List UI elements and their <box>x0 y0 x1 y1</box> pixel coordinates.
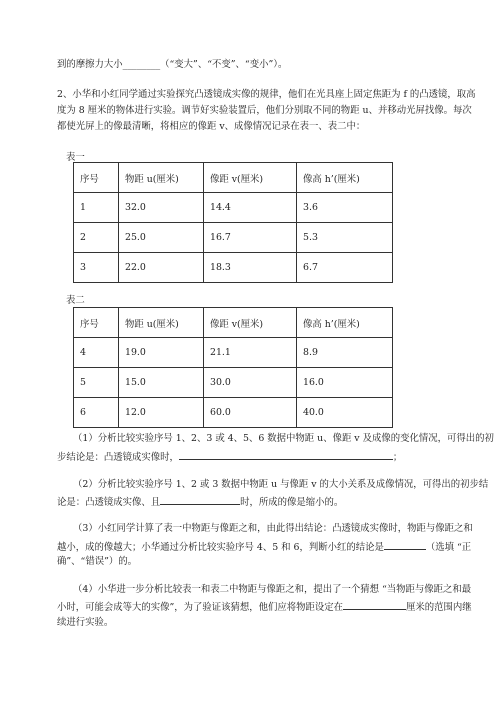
table-cell: 8.9 <box>297 338 393 368</box>
table-cell: 32.0 <box>119 193 204 223</box>
q4-text-b: 厘米的范围内继 <box>406 602 472 613</box>
q3-line2 <box>57 540 471 554</box>
table2-caption: 表二 <box>66 295 85 306</box>
table-cell: 22.0 <box>119 253 204 283</box>
table1-header-cell: 物距 u(厘米) <box>119 163 204 193</box>
q4-text-a: 小时，可能会成等大的实像”，为了验证该猜想，他们应将物距设定在 <box>57 602 344 613</box>
table-cell: 5.3 <box>297 223 393 253</box>
table-cell: 6.7 <box>297 253 393 283</box>
q1-text-a: 步结论是：凸透镜成实像时， <box>57 452 179 463</box>
q3-answer-blank[interactable] <box>384 540 426 550</box>
table-cell: 3 <box>74 253 119 283</box>
table-cell: 6 <box>74 398 119 428</box>
question2-line2: 度为 8 厘米的物体进行实验。调节好实验装置后，他们分别取不同的物距 u、并移动光屏找像。每次 <box>57 105 472 116</box>
table1-header-row <box>74 163 393 193</box>
table-row <box>74 223 393 253</box>
table-cell: 21.1 <box>204 338 297 368</box>
q1-text-b: ； <box>392 452 403 463</box>
table-cell: 30.0 <box>204 368 297 398</box>
table-row <box>74 338 393 368</box>
table-row <box>74 398 393 428</box>
table2-header-cell: 序号 <box>74 308 119 338</box>
table2-header-cell: 像距 v(厘米) <box>204 308 297 338</box>
question2-line1: 2、小华和小红同学通过实验探究凸透镜成实像的规律，他们在光具座上固定焦距为 f 的凸透镜，取高 <box>57 89 476 100</box>
table-row <box>74 368 393 398</box>
table1-header-cell: 像距 v(厘米) <box>204 163 297 193</box>
table-cell: 14.4 <box>204 193 297 223</box>
table-cell: 15.0 <box>119 368 204 398</box>
table-cell: 12.0 <box>119 398 204 428</box>
table-cell: 5 <box>74 368 119 398</box>
q2-text-a: 论是：凸透镜成实像、且 <box>57 497 161 508</box>
table-cell: 16.7 <box>204 223 297 253</box>
q1-line1: （1）分析比较实验序号 1、2、3 或 4、5、6 数据中物距 u、像距 v 及成像的变化情况，可得出的初 <box>73 433 494 444</box>
q4-line1: （4）小华进一步分析比较表一和表二中物距与像距之和，提出了一个猜想 “当物距与像距之和最 <box>73 584 472 595</box>
table-cell: 25.0 <box>119 223 204 253</box>
table2 <box>73 307 393 428</box>
table-cell: 40.0 <box>297 398 393 428</box>
table-cell: 1 <box>74 193 119 223</box>
table1-header-cell: 像高 h’(厘米) <box>297 163 393 193</box>
q4-line2 <box>57 600 472 614</box>
table-cell: 60.0 <box>204 398 297 428</box>
table2-header-cell: 物距 u(厘米) <box>119 308 204 338</box>
table1 <box>73 162 393 283</box>
q2-line2 <box>57 495 343 509</box>
top-line: 到的摩擦力大小________（“变大”、“不变”、“变小”）。 <box>57 59 288 70</box>
table1-caption: 表一 <box>66 152 85 163</box>
table-row <box>74 193 393 223</box>
q2-text-b: 时，所成的像是缩小的。 <box>240 497 344 508</box>
table-cell: 4 <box>74 338 119 368</box>
table-cell: 2 <box>74 223 119 253</box>
q1-answer-blank[interactable] <box>179 450 393 460</box>
q1-line2 <box>57 450 402 464</box>
table-row <box>74 253 393 283</box>
table-cell: 16.0 <box>297 368 393 398</box>
table-cell: 3.6 <box>297 193 393 223</box>
question2-line3: 都使光屏上的像最清晰，将相应的像距 v、成像情况记录在表一、表二中： <box>57 121 366 132</box>
q3-text-b: （选填 “正 <box>425 542 472 553</box>
table-cell: 18.3 <box>204 253 297 283</box>
q2-answer-blank[interactable] <box>160 495 240 505</box>
table1-header-cell: 序号 <box>74 163 119 193</box>
table2-header-cell: 像高 h’(厘米) <box>297 308 393 338</box>
table-cell: 19.0 <box>119 338 204 368</box>
q3-line3: 确”、“错误”）的。 <box>57 556 138 567</box>
q4-answer-blank[interactable] <box>343 600 406 610</box>
table2-header-row <box>74 308 393 338</box>
q2-line1: （2）分析比较实验序号 1、2 或 3 数据中物距 u 与像距 v 的大小关系及成像情况，可得出的初步结 <box>73 479 489 490</box>
q4-line3: 续进行实验。 <box>57 617 114 628</box>
q3-text-a: 越小，成的像越大；小华通过分析比较实验序号 4、5 和 6，判断小红的结论是 <box>57 542 384 553</box>
q3-line1: （3）小红同学计算了表一中物距与像距之和，由此得出结论：凸透镜成实像时，物距与像距之和 <box>73 523 473 534</box>
